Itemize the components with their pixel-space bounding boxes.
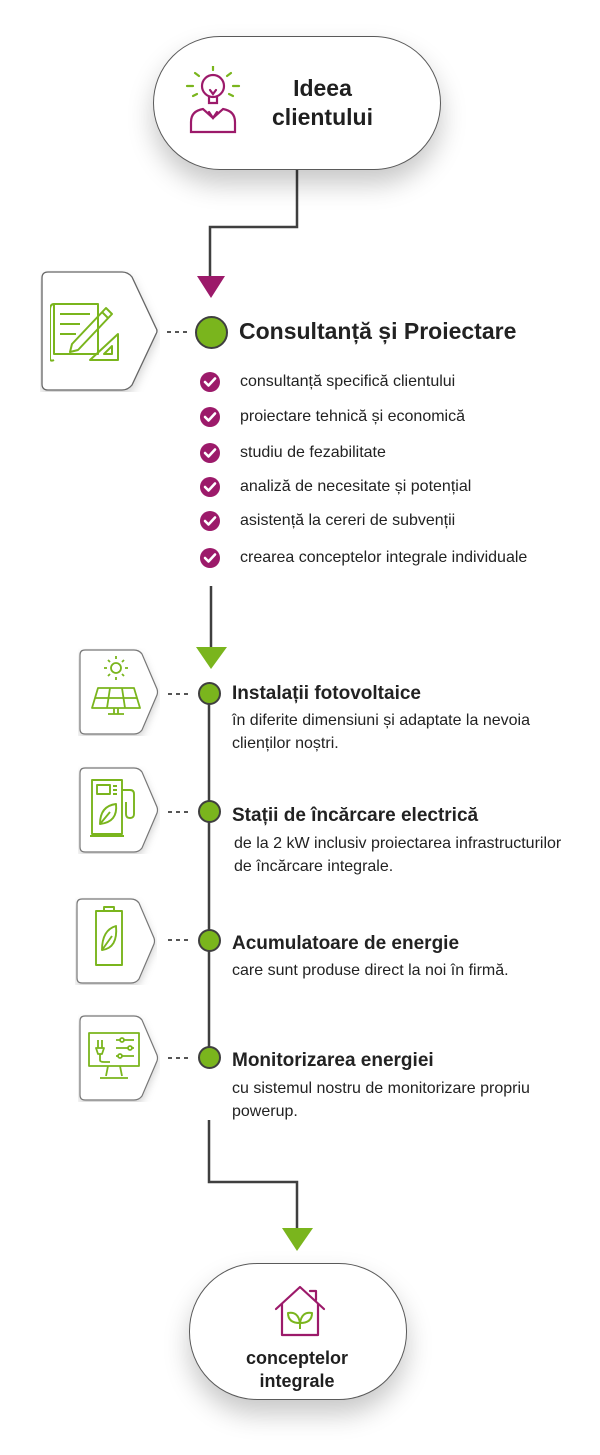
charging-station-icon bbox=[88, 776, 144, 840]
step-dotted-link bbox=[168, 1057, 190, 1059]
consulting-title: Consultanță și Proiectare bbox=[239, 318, 517, 344]
step-title: Acumulatoare de energie bbox=[232, 933, 460, 954]
consulting-item-label: asistență la cereri de subvenții bbox=[240, 512, 456, 529]
step-title: Stații de încărcare electrică bbox=[232, 805, 479, 826]
step-dotted-link bbox=[168, 939, 190, 941]
consulting-item bbox=[200, 477, 471, 497]
step-node bbox=[198, 1046, 221, 1069]
step-node bbox=[198, 929, 221, 952]
consulting-item-label: crearea conceptelor integrale individuale bbox=[240, 549, 528, 566]
consulting-item-label: analiză de necesitate și potențial bbox=[240, 478, 472, 495]
consulting-node bbox=[195, 316, 228, 349]
check-icon bbox=[200, 407, 220, 427]
arrow-purple bbox=[197, 276, 225, 298]
connector-start-to-consulting bbox=[210, 168, 297, 282]
battery-leaf-icon bbox=[92, 904, 126, 968]
step-node bbox=[198, 800, 221, 823]
step-description: cu sistemul nostru de monitorizare propriu powerup. bbox=[232, 1080, 530, 1120]
consulting-item-label: proiectare tehnică și economică bbox=[240, 408, 466, 425]
arrow-green-1 bbox=[196, 647, 227, 669]
step-title: Monitorizarea energiei bbox=[232, 1050, 434, 1071]
connector-steps-to-end bbox=[209, 1120, 297, 1228]
end-title: conceptelor integrale bbox=[245, 1348, 349, 1391]
monitor-controls-icon bbox=[86, 1030, 142, 1084]
step-node bbox=[198, 682, 221, 705]
check-icon bbox=[200, 372, 220, 392]
step-description: care sunt produse direct la noi în firmă. bbox=[232, 962, 509, 979]
consulting-item bbox=[200, 372, 455, 392]
step-dotted-link bbox=[168, 811, 190, 813]
check-icon bbox=[200, 548, 220, 568]
step-title: Instalații fotovoltaice bbox=[232, 683, 421, 704]
consulting-item bbox=[200, 443, 386, 463]
check-icon bbox=[200, 443, 220, 463]
step-description: de la 2 kW inclusiv proiectarea infrastructurilor de încărcare integrale. bbox=[234, 835, 562, 875]
consulting-item-label: studiu de fezabilitate bbox=[240, 444, 386, 461]
start-title: Ideea clientului bbox=[272, 75, 373, 130]
eco-house-icon bbox=[272, 1283, 328, 1339]
arrow-green-2 bbox=[282, 1228, 313, 1251]
check-icon bbox=[200, 511, 220, 531]
blueprint-drafting-icon bbox=[50, 298, 122, 364]
solar-panel-icon bbox=[88, 654, 144, 716]
step-dotted-link bbox=[168, 693, 190, 695]
consulting-item bbox=[200, 548, 527, 568]
consulting-item bbox=[200, 511, 455, 531]
check-icon bbox=[200, 477, 220, 497]
consulting-item bbox=[200, 407, 465, 427]
consulting-item-label: consultanță specifică clientului bbox=[240, 373, 456, 390]
consulting-dotted-link bbox=[167, 331, 189, 333]
lightbulb-person-icon bbox=[183, 66, 243, 138]
step-description: în diferite dimensiuni și adaptate la nevoia clienților noștri. bbox=[232, 712, 530, 752]
